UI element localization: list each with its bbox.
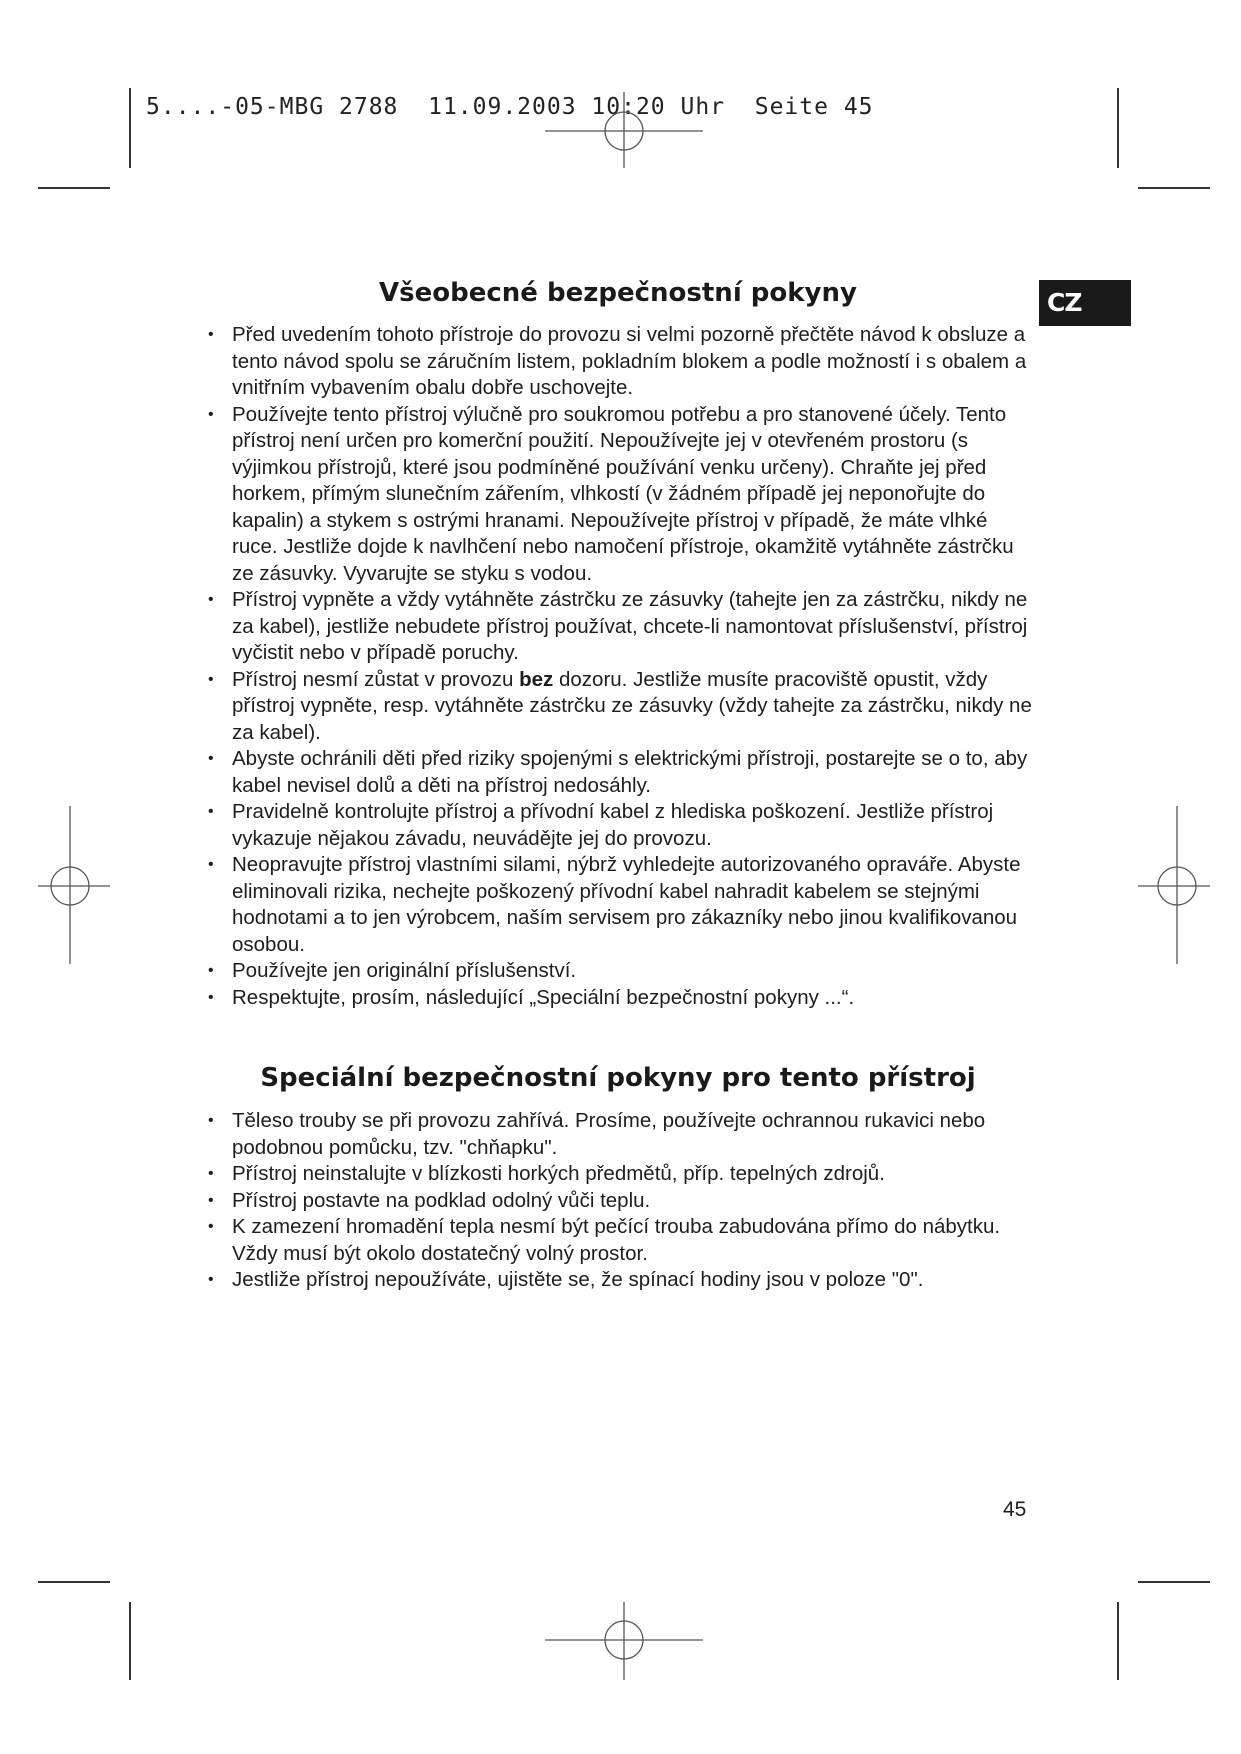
list-item: • Používejte jen originální příslušenství. (208, 958, 1038, 985)
list-item: • Abyste ochránili děti před riziky spojenými s elektrickými přístroji, postarejte se o to, aby kabel nevisel dolů a děti na přístroj nedosáhly. (208, 746, 1038, 799)
list-item: • Respektujte, prosím, následující „Speciální bezpečnostní pokyny ...“. (208, 985, 1038, 1012)
list-item: • Přístroj vypněte a vždy vytáhněte zástrčku ze zásuvky (tahejte jen za zástrčku, nikdy ne za kabel), jestliže nebudete přístroj používat, chcete-li namontovat příslušenství, přístroj vyčistit nebo v případě poruchy. (208, 587, 1038, 667)
list-item: • Pravidelně kontrolujte přístroj a přívodní kabel z hlediska poškození. Jestliže přístroj vykazuje nějakou závadu, neuvádějte jej do provozu. (208, 799, 1038, 852)
general-safety-list (208, 322, 1038, 1011)
section-title-general-safety: Všeobecné bezpečnostní pokyny (379, 278, 857, 308)
registration-mark-top (545, 92, 703, 168)
list-item: • Před uvedením tohoto přístroje do provozu si velmi pozorně přečtěte návod k obsluze a tento návod spolu se záručním listem, pokladním blokem a podle možností i s obalem a vnitřním vybavením obalu dobře uschovejte. (208, 322, 1038, 402)
list-item: • Používejte tento přístroj výlučně pro soukromou potřebu a pro stanovené účely. Tento přístroj není určen pro komerční použití. Nepoužívejte jej v otevřeném prostoru (s výjimkou přístrojů, které jsou podmíněné používání venku určeny). Chraňte jej před horkem, přímým slunečním zářením, vlhkostí (v žádném případě jej neponořujte do kapalin) a stykem s ostrými hranami. Nepoužívejte přístroj v případě, že máte vlhké ruce. Jestliže dojde k navlhčení nebo namočení přístroje, okamžitě vytáhněte zástrčku ze zásuvky. Vyvarujte se styku s vodou. (208, 402, 1038, 588)
special-safety-list (208, 1108, 1038, 1294)
section-title-special-safety: Speciální bezpečnostní pokyny pro tento přístroj (260, 1063, 976, 1093)
list-item: • Neopravujte přístroj vlastními silami, nýbrž vyhledejte autorizovaného opraváře. Abyste eliminovali rizika, nechejte poškozený přívodní kabel nahradit kabelem se stejnými hodnotami a to jen výrobcem, naším servisem pro zákazníky nebo jinou kvalifikovanou osobou. (208, 852, 1038, 958)
list-item: • Přístroj postavte na podklad odolný vůči teplu. (208, 1188, 1038, 1215)
page-number: 45 (1003, 1498, 1027, 1521)
list-item-text-before: Přístroj nesmí zůstat v provozu (232, 667, 520, 691)
list-item: • Přístroj neinstalujte v blízkosti horkých předmětů, příp. tepelných zdrojů. (208, 1161, 1038, 1188)
list-item (208, 667, 1038, 747)
list-item-text-after: dozoru. Jestliže musíte pracoviště opustit, vždy přístroj vypněte, resp. vytáhněte zástrčku ze zásuvky (vždy tahejte za zástrčku, nikdy ne za kabel). (232, 667, 1032, 744)
list-item: • Těleso trouby se při provozu zahřívá. Prosíme, používejte ochrannou rukavici nebo podobnou pomůcku, tzv. "chňapku". (208, 1108, 1038, 1161)
registration-mark-left (38, 806, 110, 964)
list-item: • Jestliže přístroj nepoužíváte, ujistěte se, že spínací hodiny jsou v poloze "0". (208, 1267, 1038, 1294)
list-item: • K zamezení hromadění tepla nesmí být pečící trouba zabudována přímo do nábytku. Vždy musí být okolo dostatečný volný prostor. (208, 1214, 1038, 1267)
registration-mark-right (1138, 806, 1210, 964)
print-header: 5....-05-MBG 2788 11.09.2003 10:20 Uhr Seite 45 (146, 94, 874, 120)
registration-mark-bottom (545, 1602, 703, 1680)
list-item-emphasis: bez (519, 667, 554, 691)
language-tab: CZ (1039, 280, 1131, 326)
